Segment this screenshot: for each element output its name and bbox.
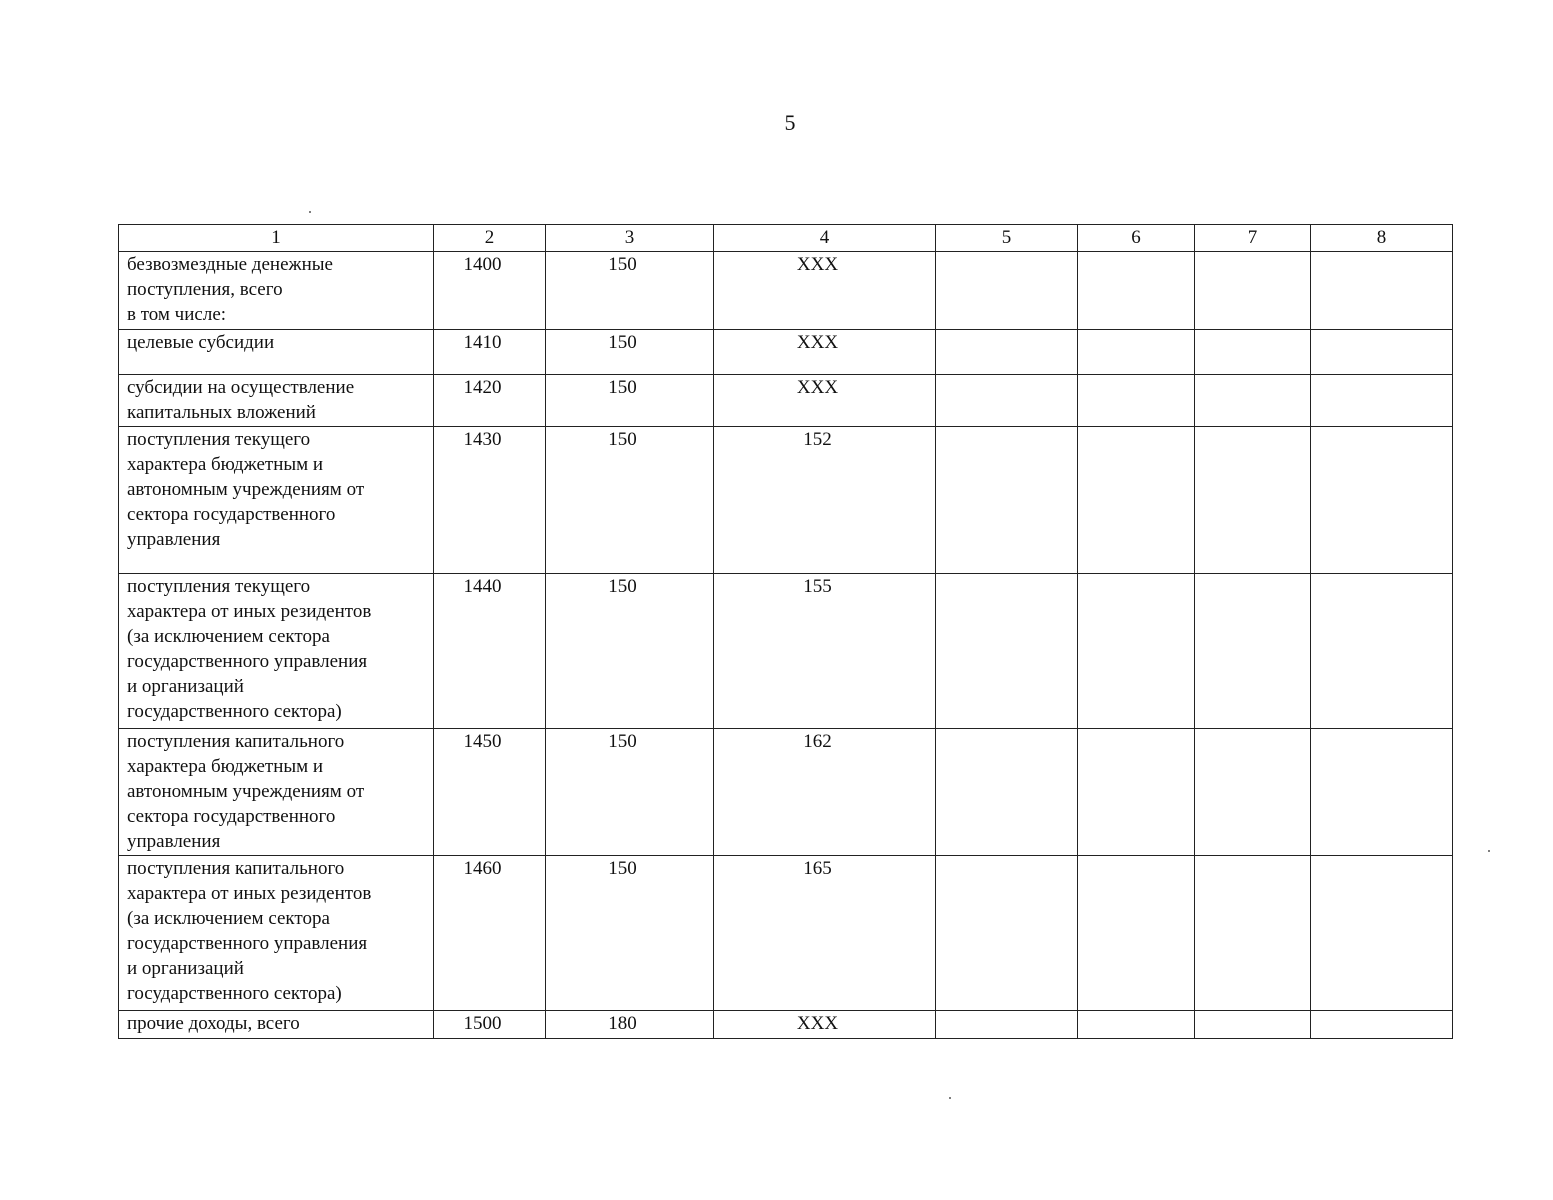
col-header-3: 3 bbox=[546, 225, 714, 252]
row-code-4: 155 bbox=[714, 574, 936, 729]
header-row bbox=[119, 225, 1453, 252]
cell-col-7 bbox=[1195, 252, 1311, 330]
cell-col-6 bbox=[1078, 375, 1195, 427]
col-header-4: 4 bbox=[714, 225, 936, 252]
table-row bbox=[119, 729, 1453, 856]
cell-col-5 bbox=[936, 1011, 1078, 1039]
row-code-4: XXX bbox=[714, 252, 936, 330]
row-line-code: 1400 bbox=[434, 252, 546, 330]
cell-col-8 bbox=[1311, 375, 1453, 427]
cell-col-6 bbox=[1078, 729, 1195, 856]
cell-col-7 bbox=[1195, 856, 1311, 1011]
row-description: поступления капитального характера от иных резидентов (за исключением сектора государственного управления и организаций государственного сектора) bbox=[119, 856, 434, 1011]
cell-col-7 bbox=[1195, 1011, 1311, 1039]
cell-col-5 bbox=[936, 574, 1078, 729]
cell-col-7 bbox=[1195, 375, 1311, 427]
page-number: 5 bbox=[784, 110, 796, 135]
cell-col-7 bbox=[1195, 729, 1311, 856]
scan-speck bbox=[1488, 850, 1490, 852]
row-line-code: 1500 bbox=[434, 1011, 546, 1039]
table-row bbox=[119, 330, 1453, 375]
row-code-4: 152 bbox=[714, 427, 936, 574]
row-code-4: XXX bbox=[714, 375, 936, 427]
row-code-4: XXX bbox=[714, 330, 936, 375]
cell-col-8 bbox=[1311, 427, 1453, 574]
row-description: прочие доходы, всего bbox=[119, 1011, 434, 1039]
cell-col-6 bbox=[1078, 252, 1195, 330]
table-row bbox=[119, 856, 1453, 1011]
revenue-table bbox=[118, 224, 1453, 1039]
row-description: целевые субсидии bbox=[119, 330, 434, 375]
col-header-5: 5 bbox=[936, 225, 1078, 252]
cell-col-7 bbox=[1195, 427, 1311, 574]
row-code-3: 150 bbox=[546, 330, 714, 375]
col-header-7: 7 bbox=[1195, 225, 1311, 252]
scan-speck bbox=[949, 1097, 951, 1099]
row-code-4: 165 bbox=[714, 856, 936, 1011]
row-code-4: 162 bbox=[714, 729, 936, 856]
row-description: субсидии на осуществление капитальных вложений bbox=[119, 375, 434, 427]
row-description: поступления текущего характера от иных резидентов (за исключением сектора государственного управления и организаций государственного сектора) bbox=[119, 574, 434, 729]
cell-col-6 bbox=[1078, 427, 1195, 574]
cell-col-7 bbox=[1195, 574, 1311, 729]
cell-col-5 bbox=[936, 729, 1078, 856]
cell-col-8 bbox=[1311, 1011, 1453, 1039]
cell-col-5 bbox=[936, 427, 1078, 574]
table-row bbox=[119, 252, 1453, 330]
row-code-3: 180 bbox=[546, 1011, 714, 1039]
cell-col-6 bbox=[1078, 856, 1195, 1011]
row-description: поступления капитального характера бюджетным и автономным учреждениям от сектора государственного управления bbox=[119, 729, 434, 856]
col-header-8: 8 bbox=[1311, 225, 1453, 252]
row-code-3: 150 bbox=[546, 375, 714, 427]
row-line-code: 1440 bbox=[434, 574, 546, 729]
row-line-code: 1420 bbox=[434, 375, 546, 427]
table-row bbox=[119, 427, 1453, 574]
col-header-1: 1 bbox=[119, 225, 434, 252]
cell-col-5 bbox=[936, 330, 1078, 375]
row-line-code: 1430 bbox=[434, 427, 546, 574]
cell-col-8 bbox=[1311, 856, 1453, 1011]
row-code-3: 150 bbox=[546, 729, 714, 856]
row-code-3: 150 bbox=[546, 574, 714, 729]
cell-col-6 bbox=[1078, 574, 1195, 729]
col-header-6: 6 bbox=[1078, 225, 1195, 252]
cell-col-8 bbox=[1311, 330, 1453, 375]
row-description: безвозмездные денежные поступления, всего в том числе: bbox=[119, 252, 434, 330]
row-code-4: XXX bbox=[714, 1011, 936, 1039]
cell-col-6 bbox=[1078, 330, 1195, 375]
cell-col-8 bbox=[1311, 729, 1453, 856]
table-row bbox=[119, 1011, 1453, 1039]
cell-col-5 bbox=[936, 375, 1078, 427]
table-row bbox=[119, 574, 1453, 729]
cell-col-6 bbox=[1078, 1011, 1195, 1039]
row-description: поступления текущего характера бюджетным и автономным учреждениям от сектора государственного управления bbox=[119, 427, 434, 574]
row-code-3: 150 bbox=[546, 427, 714, 574]
col-header-2: 2 bbox=[434, 225, 546, 252]
cell-col-8 bbox=[1311, 252, 1453, 330]
cell-col-8 bbox=[1311, 574, 1453, 729]
scan-speck bbox=[309, 211, 311, 213]
row-line-code: 1410 bbox=[434, 330, 546, 375]
row-line-code: 1460 bbox=[434, 856, 546, 1011]
cell-col-5 bbox=[936, 252, 1078, 330]
cell-col-5 bbox=[936, 856, 1078, 1011]
row-code-3: 150 bbox=[546, 252, 714, 330]
row-code-3: 150 bbox=[546, 856, 714, 1011]
row-line-code: 1450 bbox=[434, 729, 546, 856]
table-row bbox=[119, 375, 1453, 427]
cell-col-7 bbox=[1195, 330, 1311, 375]
